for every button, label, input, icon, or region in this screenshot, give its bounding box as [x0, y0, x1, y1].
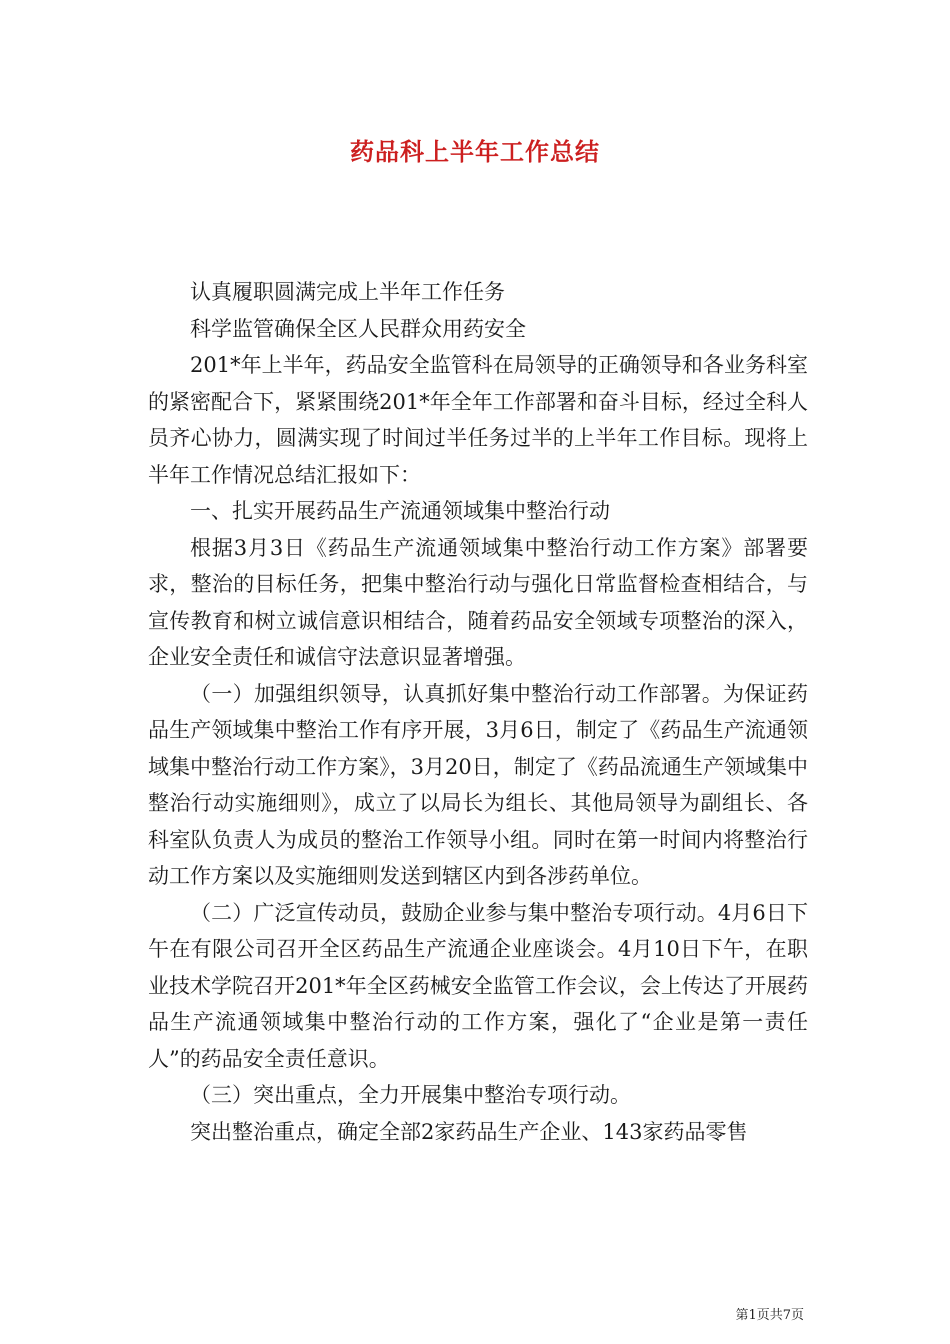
- subsection-1-paragraph: （一）加强组织领导，认真抓好集中整治行动工作部署。为保证药品生产领域集中整治工作有序开展，3月6日，制定了《药品生产流通领域集中整治行动工作方案》，3月20日，制定了《药品流通生产领域集中整治行动实施细则》，成立了以局长为组长、其他局领导为副组长、各科室队负责人为成员的整治工作领导小组。同时在第一时间内将整治行动工作方案以及实施细则发送到辖区内到各涉药单位。: [148, 681, 808, 888]
- page-number: 第1页共7页: [735, 1308, 804, 1323]
- section-1-paragraph: 根据3月3日《药品生产流通领域集中整治行动工作方案》部署要求，整治的目标任务，把集中整治行动与强化日常监督检查相结合，与宣传教育和树立诚信意识相结合，随着药品安全领域专项整治的深入，企业安全责任和诚信守法意识显著增强。: [148, 535, 808, 669]
- subtitle-line-1: 认真履职圆满完成上半年工作任务: [190, 280, 505, 304]
- document-title: 药品科上半年工作总结: [350, 137, 600, 166]
- intro-paragraph: 201*年上半年，药品安全监管科在局领导的正确领导和各业务科室的紧密配合下，紧紧围绕201*年全年工作部署和奋斗目标，经过全科人员齐心协力，圆满实现了时间过半任务过半的上半年工作目标。现将上半年工作情况总结汇报如下：: [148, 353, 808, 487]
- section-heading-1: 一、扎实开展药品生产流通领域集中整治行动: [190, 499, 610, 523]
- subsection-3-heading: （三）突出重点，全力开展集中整治专项行动。: [190, 1083, 631, 1107]
- subtitle-line-2: 科学监管确保全区人民群众用药安全: [190, 316, 526, 341]
- subsection-3-paragraph: 突出整治重点，确定全部2家药品生产企业、143家药品零售: [190, 1119, 748, 1144]
- document-body: [148, 274, 808, 1150]
- subsection-2-paragraph: （二）广泛宣传动员，鼓励企业参与集中整治专项行动。4月6日下午在有限公司召开全区药品生产流通企业座谈会。4月10日下午，在职业技术学院召开201*年全区药械安全监管工作会议，会上传达了开展药品生产流通领域集中整治行动的工作方案，强化了“企业是第一责任人”的药品安全责任意识。: [148, 900, 808, 1071]
